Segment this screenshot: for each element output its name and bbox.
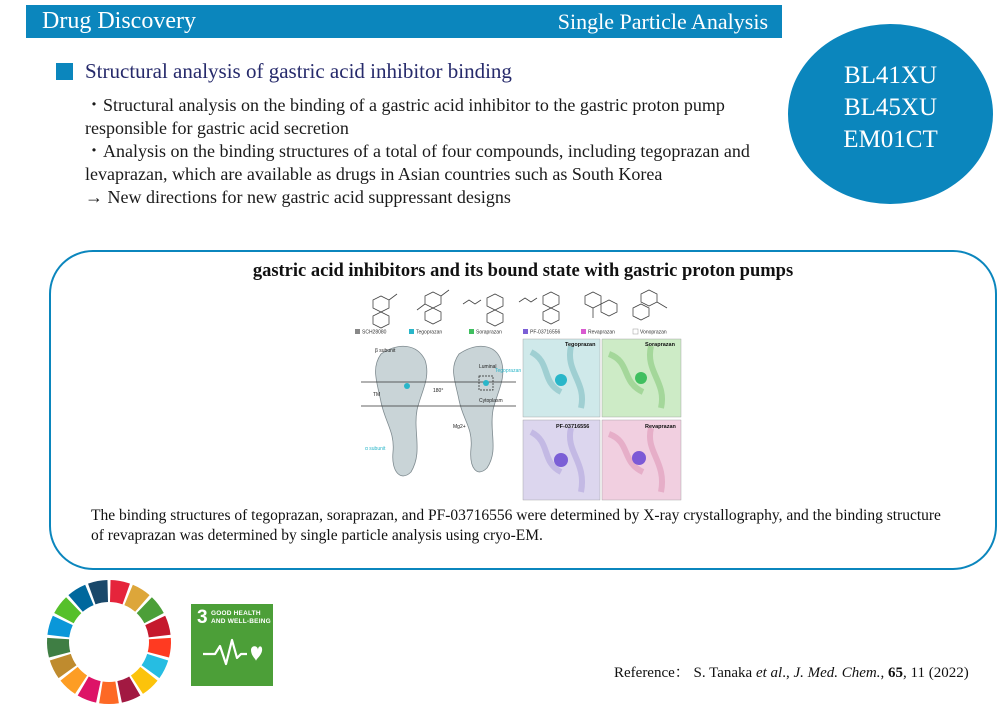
header-banner bbox=[26, 5, 782, 38]
binding-panel-title: Tegoprazan bbox=[565, 342, 596, 348]
bullet-item: → New directions for new gastric acid suppressant designs bbox=[85, 187, 511, 207]
bullet-item: ・Analysis on the binding structures of a total of four compounds, including tegoprazan and levaprazan, which are available as drugs in Asian countries such as South Korea bbox=[85, 141, 750, 184]
figure-caption: The binding structures of tegoprazan, soraprazan, and PF-03716556 were determined by X-ray crystallography, and the binding structure of revaprazan was determined by single particle analysis using cryo-EM. bbox=[91, 507, 941, 544]
figure-label: α subunit bbox=[365, 446, 386, 452]
reference-sep: ., bbox=[782, 665, 794, 681]
heading-bullet-square bbox=[56, 63, 73, 80]
figure-label: Cytoplasm bbox=[479, 398, 503, 404]
protein-overview bbox=[351, 338, 521, 502]
sdg-wheel-icon bbox=[43, 578, 175, 705]
compound-swatch bbox=[633, 329, 638, 334]
compound-structure-1 bbox=[373, 294, 397, 328]
reference-etal: et al bbox=[755, 665, 783, 681]
beamline-label: EM01CT bbox=[843, 126, 938, 153]
sdg-goal-number: 3 bbox=[197, 607, 208, 628]
compound-name: Soraprazan bbox=[476, 329, 502, 336]
summary-bullets bbox=[85, 94, 775, 209]
binding-panel-title: Soraprazan bbox=[645, 342, 675, 348]
binding-panel-title: Revaprazan bbox=[645, 424, 676, 430]
heartbeat-icon bbox=[201, 636, 263, 670]
section-heading: Structural analysis of gastric acid inhibitor binding bbox=[85, 59, 512, 83]
bullet-item: ・Structural analysis on the binding of a gastric acid inhibitor to the gastric proton pump responsible for gastric acid secretion bbox=[85, 95, 725, 138]
figure-panel bbox=[49, 250, 997, 570]
sdg-wheel-segment bbox=[99, 681, 119, 704]
figure-label: Tegoprazan bbox=[495, 368, 522, 374]
technique-title: Single Particle Analysis bbox=[557, 9, 768, 34]
binding-panel-tegoprazan bbox=[523, 339, 600, 417]
ligand-marker bbox=[483, 380, 489, 386]
reference-line bbox=[614, 661, 969, 682]
sdg-goal-label bbox=[211, 610, 271, 626]
compound-name: SCH28080 bbox=[362, 329, 387, 336]
compound-structures bbox=[373, 290, 667, 328]
compound-swatch bbox=[409, 329, 414, 334]
sdg-goal-label-line: GOOD HEALTH bbox=[211, 610, 261, 617]
binding-panel-title: PF-03716556 bbox=[556, 424, 590, 430]
reference-sep: , bbox=[880, 665, 889, 681]
reference-rest: , 11 (2022) bbox=[903, 665, 969, 681]
sdg-wheel-segment bbox=[47, 638, 70, 658]
compound-name: Revaprazan bbox=[588, 329, 615, 336]
figure-label: TM bbox=[373, 392, 381, 398]
figure-label: 180° bbox=[433, 388, 444, 394]
compound-swatch bbox=[523, 329, 528, 334]
sdg-goal-3-icon bbox=[191, 604, 273, 686]
beamline-label: BL45XU bbox=[843, 94, 938, 121]
compound-structure-2 bbox=[417, 290, 449, 324]
reference-volume: 65 bbox=[888, 665, 904, 681]
reference-journal: J. Med. Chem. bbox=[793, 665, 881, 681]
beamline-badge bbox=[788, 24, 993, 204]
figure-label: Luminal bbox=[479, 364, 497, 370]
compound-swatch bbox=[581, 329, 586, 334]
compound-structure-3 bbox=[463, 294, 503, 326]
binding-panel-pf03716556 bbox=[523, 420, 600, 500]
binding-panel-soraprazan bbox=[602, 339, 681, 417]
compound-swatch bbox=[355, 329, 360, 334]
compound-structure-4 bbox=[519, 292, 559, 324]
compound-structure-5 bbox=[585, 292, 617, 318]
sdg-wheel-segment bbox=[148, 638, 171, 658]
compound-name: Tegoprazan bbox=[416, 329, 443, 336]
compound-name: Vonoprazan bbox=[640, 329, 667, 336]
compound-legend bbox=[355, 329, 667, 336]
compound-structure-6 bbox=[633, 290, 667, 320]
category-title: Drug Discovery bbox=[42, 8, 196, 34]
structure-figure bbox=[351, 282, 683, 502]
binding-site-panels bbox=[523, 339, 681, 500]
panel-title: gastric acid inhibitors and its bound state with gastric proton pumps bbox=[252, 261, 794, 281]
reference-prefix: Reference： S. Tanaka bbox=[614, 665, 756, 681]
sdg-goal-label-line: AND WELL-BEING bbox=[211, 618, 271, 625]
ligand-marker bbox=[404, 383, 410, 389]
binding-panel-revaprazan bbox=[602, 420, 681, 500]
figure-label: β subunit bbox=[375, 348, 396, 354]
figure-label: Mg2+ bbox=[453, 424, 466, 430]
compound-swatch bbox=[469, 329, 474, 334]
compound-name: PF-03716556 bbox=[530, 329, 561, 336]
beamline-label: BL41XU bbox=[843, 62, 938, 89]
